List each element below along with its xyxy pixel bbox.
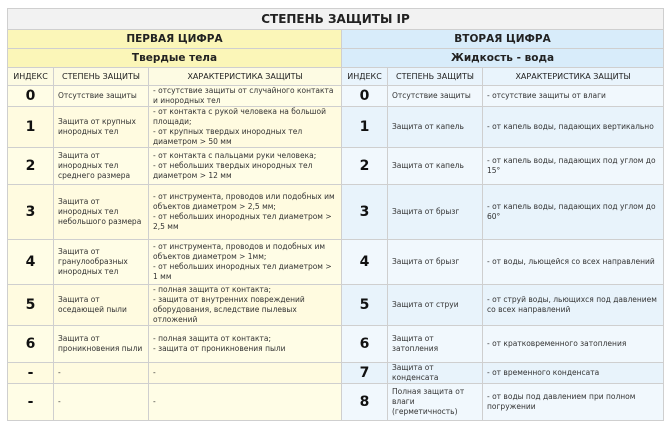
degree-cell: Полная защита от влаги (герметичность) — [388, 384, 483, 421]
degree-cell: Защита от проникновения пыли — [54, 326, 149, 363]
degree-cell: Защита от оседающей пыли — [54, 285, 149, 326]
col-header-characteristic-2: ХАРАКТЕРИСТИКА ЗАЩИТЫ — [483, 68, 664, 86]
index-cell: 1 — [342, 107, 388, 148]
characteristic-cell: - от воды под давлением при полном погружении — [483, 384, 664, 421]
degree-cell: Защита от инородных тел среднего размера — [54, 148, 149, 185]
characteristic-cell: - от контакта с рукой человека на большой площади; - от крупных твердых инородных тел диаметром > 50 мм — [149, 107, 342, 148]
index-cell: 6 — [8, 326, 54, 363]
col-header-degree-1: СТЕПЕНЬ ЗАЩИТЫ — [54, 68, 149, 86]
characteristic-cell: - отсутствие защиты от влаги — [483, 86, 664, 107]
degree-cell: Защита от инородных тел небольшого размера — [54, 185, 149, 240]
characteristic-cell: - от инструмента, проводов и подобных им объектов диаметром > 1мм; - от небольших инородных тел диаметром > 1 мм — [149, 240, 342, 285]
solids-subheading: Твердые тела — [8, 49, 342, 68]
degree-cell: Защита от гранулообразных инородных тел — [54, 240, 149, 285]
col-header-index-1: ИНДЕКС — [8, 68, 54, 86]
characteristic-cell: - от капель воды, падающих вертикально — [483, 107, 664, 148]
second-digit-heading: ВТОРАЯ ЦИФРА — [342, 30, 664, 49]
characteristic-cell: - — [149, 363, 342, 384]
table-body — [8, 86, 664, 421]
degree-cell: Защита от конденсата — [388, 363, 483, 384]
degree-cell: Защита от крупных инородных тел — [54, 107, 149, 148]
degree-cell: Отсутствие защиты — [54, 86, 149, 107]
characteristic-cell: - полная защита от контакта; - защита от проникновения пыли — [149, 326, 342, 363]
index-cell: 0 — [342, 86, 388, 107]
index-cell: 8 — [342, 384, 388, 421]
degree-cell: Защита от брызг — [388, 185, 483, 240]
index-cell: - — [8, 384, 54, 421]
index-cell: 0 — [8, 86, 54, 107]
index-cell: 5 — [8, 285, 54, 326]
characteristic-cell: - от капель воды, падающих под углом до 60° — [483, 185, 664, 240]
col-header-characteristic-1: ХАРАКТЕРИСТИКА ЗАЩИТЫ — [149, 68, 342, 86]
table-row — [8, 86, 664, 107]
degree-cell: Защита от брызг — [388, 240, 483, 285]
table-row — [8, 185, 664, 240]
table-row — [8, 285, 664, 326]
characteristic-cell: - отсутствие защиты от случайного контакта и инородных тел — [149, 86, 342, 107]
index-cell: 3 — [8, 185, 54, 240]
col-header-index-2: ИНДЕКС — [342, 68, 388, 86]
index-cell: 7 — [342, 363, 388, 384]
index-cell: 6 — [342, 326, 388, 363]
characteristic-cell: - от струй воды, льющихся под давлением со всех направлений — [483, 285, 664, 326]
characteristic-cell: - — [149, 384, 342, 421]
degree-cell: - — [54, 363, 149, 384]
index-cell: 1 — [8, 107, 54, 148]
characteristic-cell: - от капель воды, падающих под углом до 15° — [483, 148, 664, 185]
characteristic-cell: - от воды, льющейся со всех направлений — [483, 240, 664, 285]
characteristic-cell: - от кратковременного затопления — [483, 326, 664, 363]
table-row — [8, 148, 664, 185]
ip-protection-table — [7, 8, 664, 421]
degree-cell: Защита от капель — [388, 107, 483, 148]
col-header-degree-2: СТЕПЕНЬ ЗАЩИТЫ — [388, 68, 483, 86]
index-cell: 3 — [342, 185, 388, 240]
characteristic-cell: - от инструмента, проводов или подобных им объектов диаметром > 2,5 мм; - от небольших инородных тел диаметром > 2,5 мм — [149, 185, 342, 240]
index-cell: 2 — [342, 148, 388, 185]
characteristic-cell: - от контакта с пальцами руки человека; - от небольших твердых инородных тел диаметром > 12 мм — [149, 148, 342, 185]
table-row — [8, 240, 664, 285]
first-digit-heading: ПЕРВАЯ ЦИФРА — [8, 30, 342, 49]
index-cell: 4 — [342, 240, 388, 285]
table-title: СТЕПЕНЬ ЗАЩИТЫ IP — [8, 9, 664, 30]
ip-table-container — [7, 8, 663, 421]
characteristic-cell: - от временного конденсата — [483, 363, 664, 384]
characteristic-cell: - полная защита от контакта; - защита от внутренних повреждений оборудования, вследствие пылевых отложений — [149, 285, 342, 326]
degree-cell: Защита от струи — [388, 285, 483, 326]
index-cell: 5 — [342, 285, 388, 326]
index-cell: - — [8, 363, 54, 384]
table-row — [8, 363, 664, 384]
degree-cell: Отсутствие защиты — [388, 86, 483, 107]
table-row — [8, 107, 664, 148]
degree-cell: Защита от затопления — [388, 326, 483, 363]
index-cell: 4 — [8, 240, 54, 285]
degree-cell: Защита от капель — [388, 148, 483, 185]
table-row — [8, 326, 664, 363]
degree-cell: - — [54, 384, 149, 421]
index-cell: 2 — [8, 148, 54, 185]
water-subheading: Жидкость - вода — [342, 49, 664, 68]
